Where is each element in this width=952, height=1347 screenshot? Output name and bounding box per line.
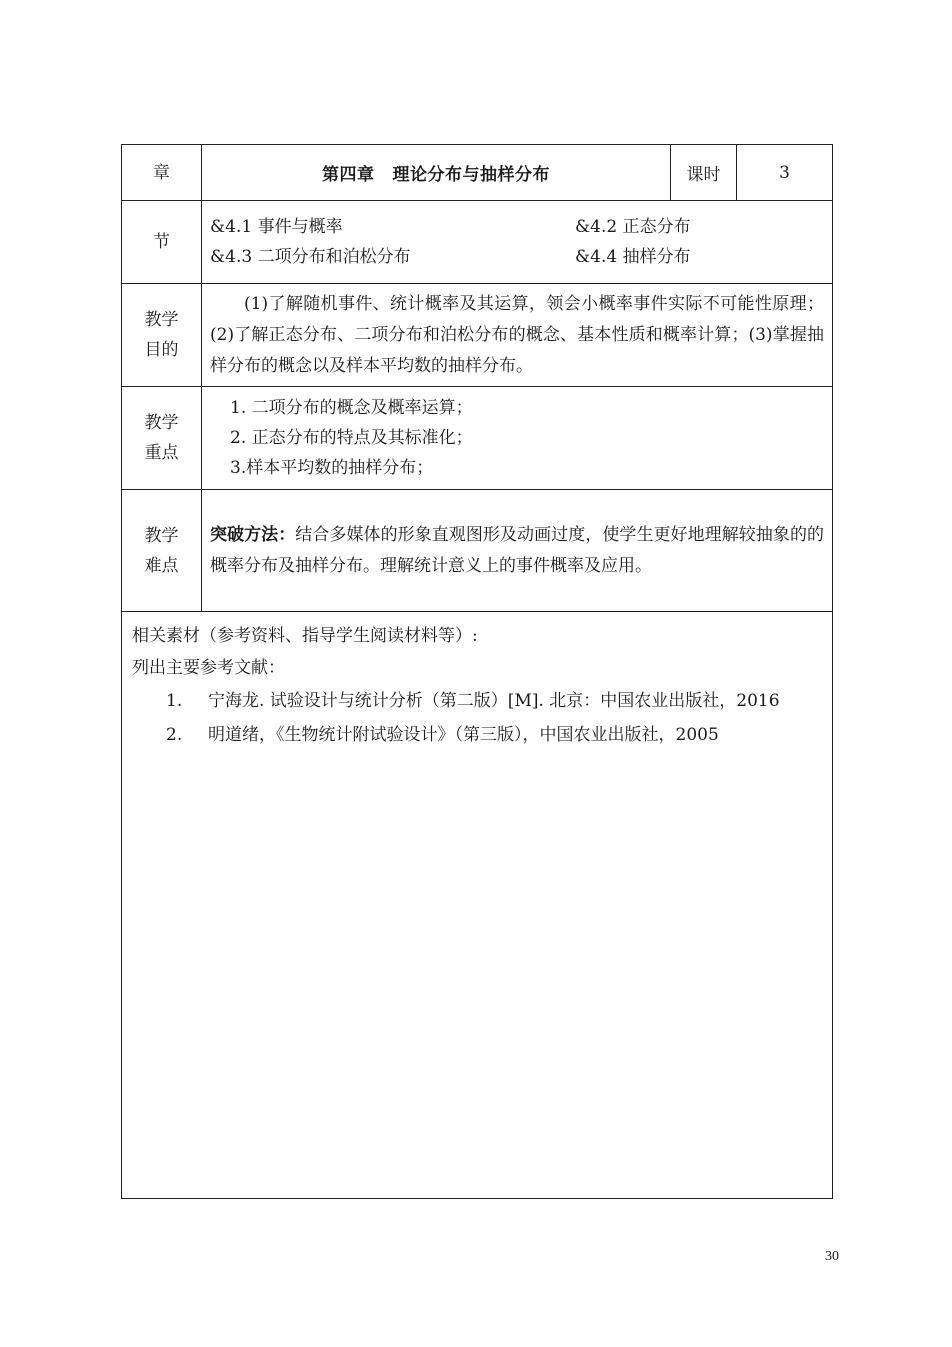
- sections-label: 节: [122, 201, 202, 284]
- key-points-label-line2: 重点: [144, 443, 179, 463]
- key-point-item: 2. 正态分布的特点及其标准化；: [230, 428, 473, 448]
- method-text: 结合多媒体的形象直观图形及动画过度，使学生更好地理解较抽象的的概率分布及抽样分布。理解统计意义上的事件概率及应用。: [210, 524, 825, 576]
- chapter-number: 第四章: [322, 165, 375, 185]
- chapter-row: [122, 145, 833, 201]
- difficulties-label-line2: 难点: [144, 555, 179, 576]
- key-points-label: [122, 387, 202, 490]
- difficulties-label: [122, 490, 202, 612]
- chapter-title: [202, 145, 671, 201]
- key-point-item: 3.样本平均数的抽样分布；: [230, 458, 434, 478]
- key-point-item: 1. 二项分布的概念及概率运算；: [230, 398, 473, 418]
- key-points-label-line1: 教学: [144, 413, 179, 433]
- key-points-list: [202, 387, 833, 490]
- hours-value: 3: [737, 145, 833, 201]
- chapter-name: 理论分布与抽样分布: [392, 165, 550, 185]
- reference-number: 2.: [166, 725, 183, 745]
- reference-number: 1.: [166, 691, 183, 711]
- objectives-text: (1)了解随机事件、统计概率及其运算，领会小概率事件实际不可能性原理；(2)了解正态分布、二项分布和泊松分布的概念、基本性质和概率计算；(3)掌握抽样分布的概念以及样本平均数的抽样分布。: [202, 284, 833, 387]
- references-heading: 列出主要参考文献：: [132, 658, 285, 678]
- objectives-label: [122, 284, 202, 387]
- reference-item: [132, 718, 824, 752]
- difficulties-text: [202, 490, 833, 612]
- section-item: &4.4 抽样分布: [575, 247, 691, 267]
- reference-text: 宁海龙. 试验设计与统计分析（第二版）[M]. 北京：中国农业出版社，2016: [208, 691, 780, 711]
- materials-heading: 相关素材（参考资料、指导学生阅读材料等）:: [132, 626, 478, 646]
- section-item: &4.3 二项分布和泊松分布: [210, 247, 411, 267]
- materials-cell: [122, 612, 833, 1199]
- method-label: 突破方法：: [210, 524, 296, 545]
- key-points-row: [122, 387, 833, 490]
- sections-list: [202, 201, 833, 284]
- objectives-label-line1: 教学: [144, 310, 179, 330]
- lesson-plan-table: [121, 144, 833, 1199]
- section-item: &4.1 事件与概率: [210, 217, 343, 237]
- section-item: &4.2 正态分布: [575, 217, 691, 237]
- reference-item: [132, 684, 824, 718]
- objectives-label-line2: 目的: [144, 340, 179, 360]
- materials-row: [122, 612, 833, 1199]
- page-number: 30: [825, 1249, 839, 1264]
- chapter-label: 章: [122, 145, 202, 201]
- objectives-row: [122, 284, 833, 387]
- difficulties-label-line1: 教学: [144, 525, 179, 546]
- hours-label: 课时: [671, 145, 737, 201]
- reference-text: 明道绪，《生物统计附试验设计》（第三版），中国农业出版社，2005: [208, 725, 719, 745]
- sections-row: [122, 201, 833, 284]
- difficulties-row: [122, 490, 833, 612]
